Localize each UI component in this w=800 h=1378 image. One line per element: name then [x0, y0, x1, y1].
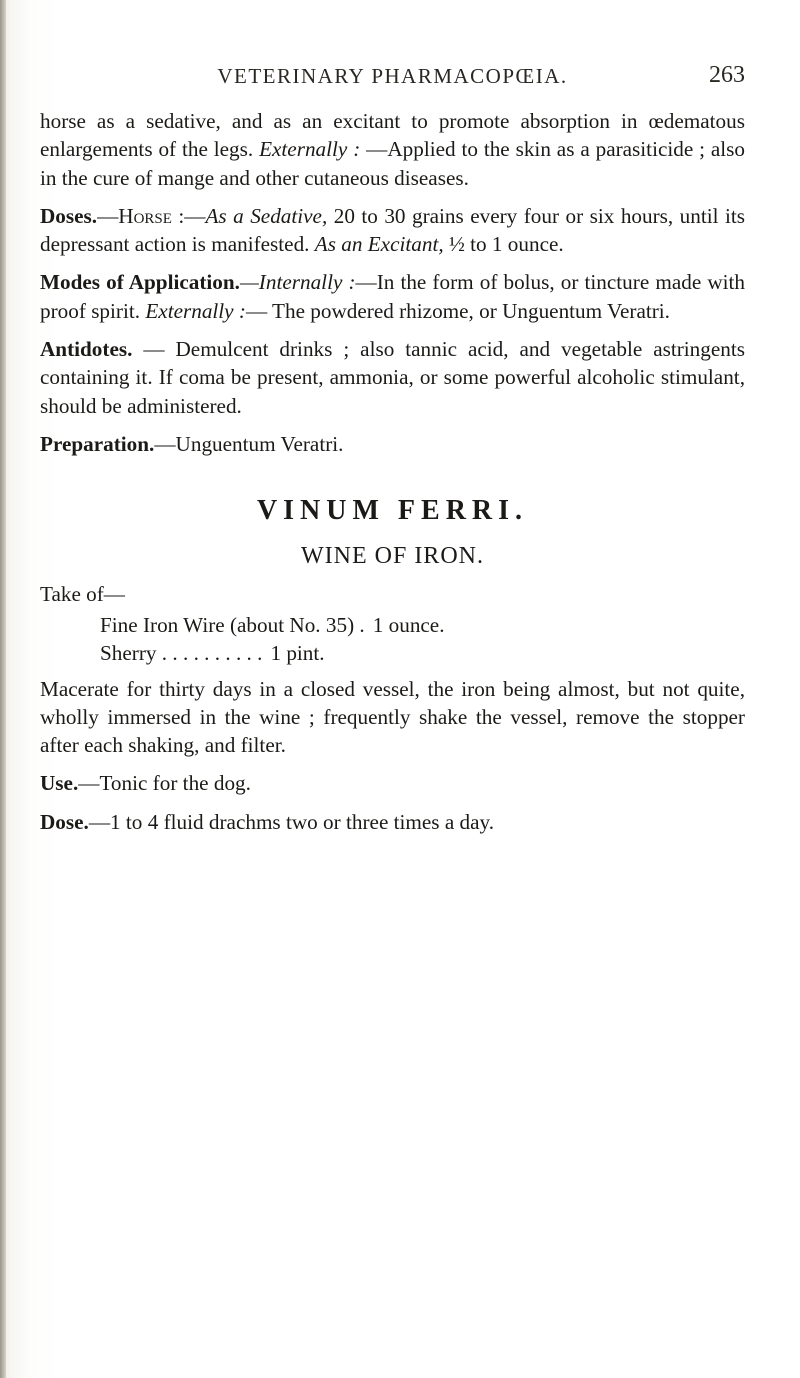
dose-text: —1 to 4 fluid drachms two or three times a day.: [88, 809, 495, 834]
use-heading: Use.: [40, 771, 79, 796]
ingredient-quantity: 1 pint.: [270, 640, 325, 665]
antidotes-text: — Demulcent drinks ; also tannic acid, and vegetable astringents containing it. If coma be present, ammonia, or some powerful alcoholic stimulant, should be administered.: [40, 337, 745, 418]
externally-modes-label: Externally :: [145, 298, 246, 323]
internally-text: —In the form of bolus, or tincture made with proof spirit.: [40, 270, 745, 323]
dose-heading: Dose.: [40, 809, 89, 834]
doses-heading: Doses.: [40, 203, 98, 228]
paragraph-method: [40, 675, 745, 760]
recipe-title: VINUM FERRI.: [256, 495, 529, 527]
page-content: [40, 107, 745, 846]
recipe-subtitle: WINE OF IRON.: [301, 543, 484, 570]
preparation-heading: Preparation.: [40, 431, 155, 456]
uses-external-text: —Applied to the skin as a parasiticide ; also in the cure of mange and other cutaneous diseases.: [40, 137, 746, 190]
method-text: Macerate for thirty days in a closed vessel, the iron being almost, but not quite, wholly immersed in the wine ; frequently shake the vessel, remove the stopper after each shaking, and filter.: [40, 676, 745, 758]
paragraph-dose: [40, 808, 745, 836]
uses-text: horse as a sedative, and as an excitant to promote absorption in œdematous enlargements of the legs.: [40, 109, 745, 162]
excitant-label: As an Excitant,: [314, 232, 444, 257]
paragraph-preparation: [40, 430, 745, 458]
excitant-dose: ½ to 1 ounce.: [443, 232, 564, 257]
paragraph-uses: [40, 107, 745, 192]
paragraph-doses: [40, 202, 745, 259]
take-of: Take of—: [40, 582, 125, 607]
ingredient-list: [100, 611, 745, 667]
antidotes-heading: Antidotes.: [40, 337, 133, 362]
paragraph-modes: [40, 268, 745, 325]
preparation-text: —Unguentum Veratri.: [154, 431, 344, 456]
ingredient-row: [100, 611, 745, 639]
paragraph-use: [40, 769, 745, 797]
ingredient-quantity: 1 ounce.: [372, 612, 445, 637]
doses-separator: :—: [171, 203, 206, 228]
externally-label: Externally :: [259, 137, 361, 162]
paragraph-antidotes: [40, 335, 745, 420]
page-spine-shadow: [0, 0, 6, 1378]
doses-horse: —Horse: [97, 203, 172, 228]
internally-label: —Internally :: [239, 270, 356, 295]
externally-text: — The powdered rhizome, or Unguentum Veratri.: [245, 298, 670, 323]
modes-heading: Modes of Application.: [40, 270, 240, 295]
running-head: VETERINARY PHARMACOPŒIA.: [217, 64, 568, 88]
ingredient-row: [100, 639, 745, 667]
use-text: —Tonic for the dog.: [78, 771, 251, 796]
page-number: 263: [709, 62, 745, 88]
ingredient-name: Fine Iron Wire (about No. 35) .: [100, 612, 365, 637]
sedative-dose: 20 to 30 grains every four or six hours, until its depressant action is manifested.: [40, 203, 745, 257]
sedative-label: As a Sedative,: [205, 203, 328, 228]
page-header: [40, 60, 745, 100]
ingredient-name: Sherry . . . . . . . . . .: [100, 640, 263, 665]
